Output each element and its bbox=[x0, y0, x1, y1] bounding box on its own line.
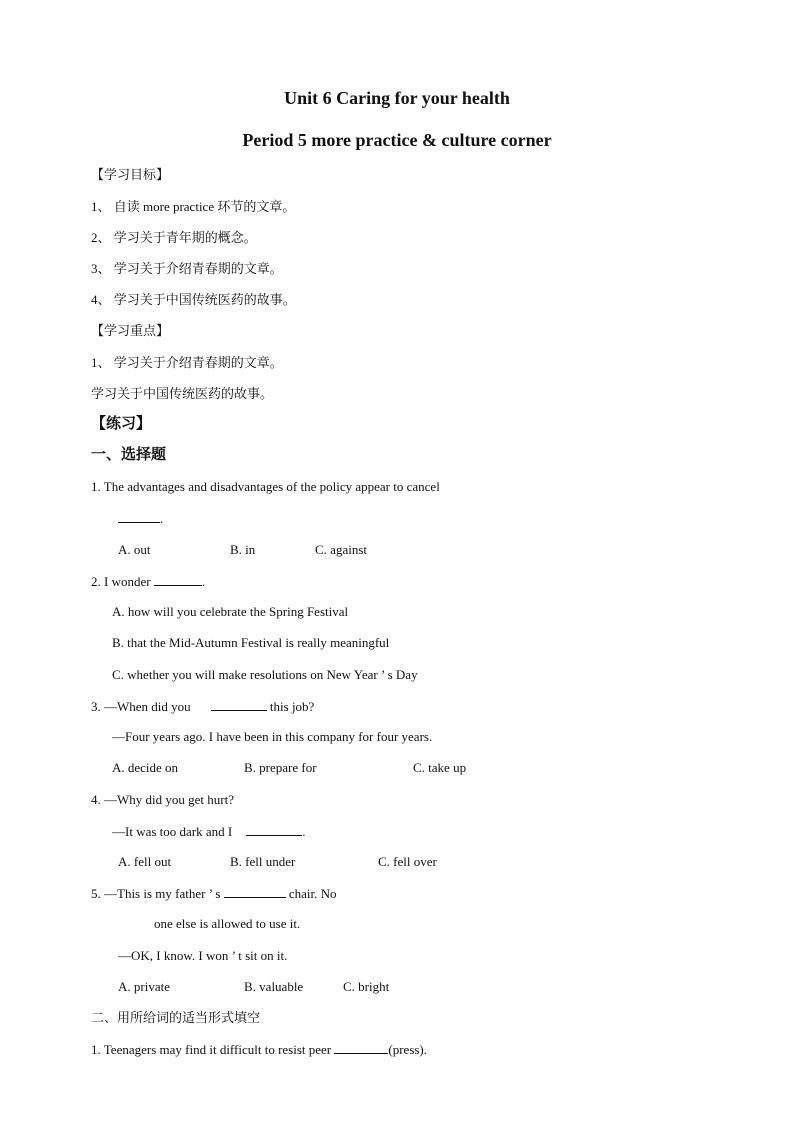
question-3-stem: 3. —When did you this job? bbox=[91, 699, 315, 714]
objective-item: 3、 学习关于介绍青春期的文章。 bbox=[91, 261, 283, 276]
question-4-stem: 4. —Why did you get hurt? bbox=[91, 792, 234, 807]
answer-blank[interactable] bbox=[224, 885, 286, 898]
question-4-reply: —It was too dark and I . bbox=[112, 824, 306, 839]
question-5-reply: —OK, I know. I won ’ t sit on it. bbox=[118, 948, 288, 963]
option-b[interactable]: B. in bbox=[230, 542, 256, 557]
option-b[interactable]: B. fell under bbox=[230, 854, 296, 869]
question-1-stem: 1. The advantages and disadvantages of the policy appear to cancel bbox=[91, 479, 440, 494]
option-c[interactable]: C. fell over bbox=[378, 854, 437, 869]
option-b[interactable]: B. that the Mid-Autumn Festival is really meaningful bbox=[112, 635, 390, 650]
answer-blank[interactable] bbox=[154, 573, 202, 586]
option-c[interactable]: C. bright bbox=[343, 979, 390, 994]
objective-item: 1、 自读 more practice 环节的文章。 bbox=[91, 199, 296, 214]
option-c[interactable]: C. against bbox=[315, 542, 367, 557]
objective-item: 4、 学习关于中国传统医药的故事。 bbox=[91, 292, 296, 307]
section1-heading: 一、选择题 bbox=[91, 447, 167, 463]
answer-blank[interactable] bbox=[118, 510, 160, 523]
option-a[interactable]: A. private bbox=[118, 979, 170, 994]
answer-blank[interactable] bbox=[246, 823, 302, 836]
keypoint-item: 学习关于中国传统医药的故事。 bbox=[91, 386, 274, 401]
practice-heading: 【练习】 bbox=[91, 416, 152, 432]
answer-blank[interactable] bbox=[211, 698, 267, 711]
fill-question-1: 1. Teenagers may find it difficult to resist peer (press). bbox=[91, 1042, 428, 1057]
page-title: Unit 6 Caring for your health bbox=[284, 88, 510, 108]
question-3-reply: —Four years ago. I have been in this company for four years. bbox=[112, 729, 433, 744]
question-2-stem: 2. I wonder . bbox=[91, 574, 206, 589]
question-5-stem: 5. —This is my father ’ s chair. No bbox=[91, 886, 337, 901]
option-a[interactable]: A. out bbox=[118, 542, 151, 557]
keypoints-heading: 【学习重点】 bbox=[91, 323, 170, 338]
page-subtitle: Period 5 more practice & culture corner bbox=[242, 130, 552, 150]
objective-item: 2、 学习关于青年期的概念。 bbox=[91, 230, 257, 245]
option-a[interactable]: A. decide on bbox=[112, 760, 179, 775]
option-b[interactable]: B. prepare for bbox=[244, 760, 317, 775]
option-a[interactable]: A. fell out bbox=[118, 854, 172, 869]
option-b[interactable]: B. valuable bbox=[244, 979, 304, 994]
option-c[interactable]: C. take up bbox=[413, 760, 467, 775]
option-c[interactable]: C. whether you will make resolutions on New Year ’ s Day bbox=[112, 667, 418, 682]
keypoint-item: 1、 学习关于介绍青春期的文章。 bbox=[91, 355, 283, 370]
question-1-continuation: . bbox=[118, 510, 163, 527]
answer-blank[interactable] bbox=[334, 1041, 388, 1054]
option-a[interactable]: A. how will you celebrate the Spring Festival bbox=[112, 604, 349, 619]
section2-heading: 二、用所给词的适当形式填空 bbox=[91, 1010, 261, 1025]
objectives-heading: 【学习目标】 bbox=[91, 167, 170, 182]
question-5-continuation: one else is allowed to use it. bbox=[154, 916, 301, 931]
